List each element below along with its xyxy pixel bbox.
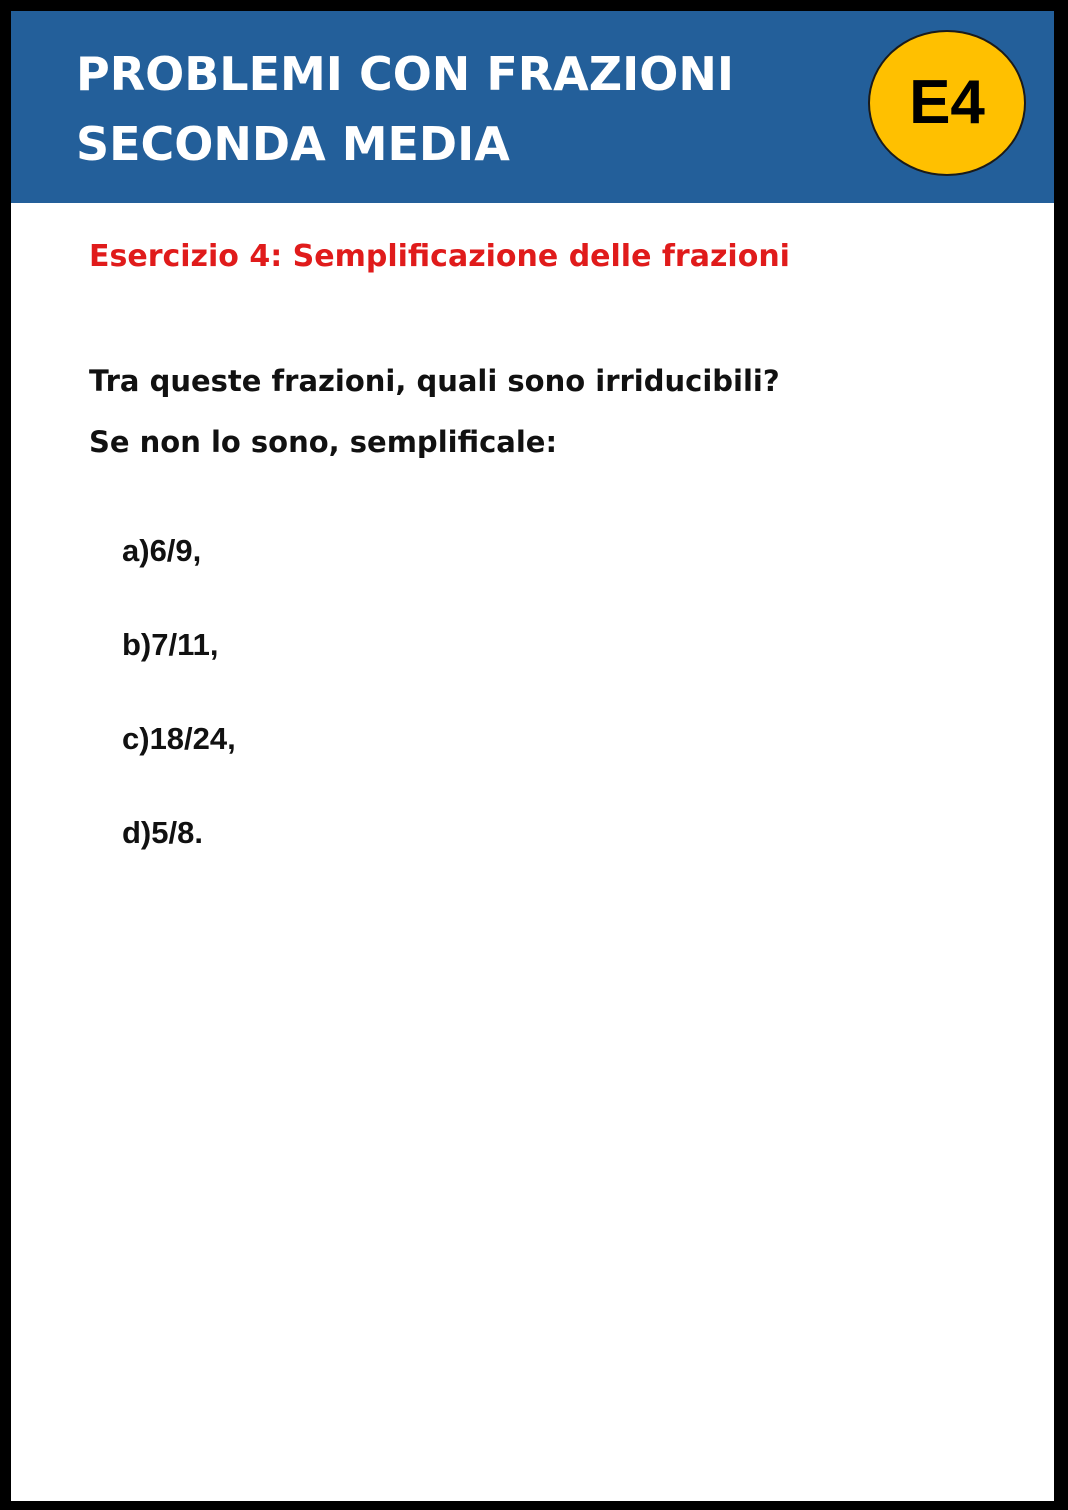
question-line-1: Tra queste frazioni, quali sono irriducibili?	[89, 364, 780, 398]
fraction-option-b: b)7/11,	[122, 627, 219, 662]
exercise-badge-label: E4	[909, 68, 985, 137]
title-line-2: SECONDA MEDIA	[76, 117, 510, 171]
fraction-option-c: c)18/24,	[122, 721, 236, 756]
fraction-option-d: d)5/8.	[122, 815, 203, 850]
title-line-1: PROBLEMI CON FRAZIONI	[76, 47, 734, 101]
question-line-2: Se non lo sono, semplificale:	[89, 425, 558, 459]
fraction-options-list	[122, 531, 236, 907]
exercise-title: Esercizio 4: Semplificazione delle frazioni	[89, 239, 790, 274]
fraction-option-a: a)6/9,	[122, 533, 202, 568]
page-title	[76, 39, 734, 179]
header-banner	[11, 11, 1054, 203]
exercise-badge	[868, 30, 1026, 176]
